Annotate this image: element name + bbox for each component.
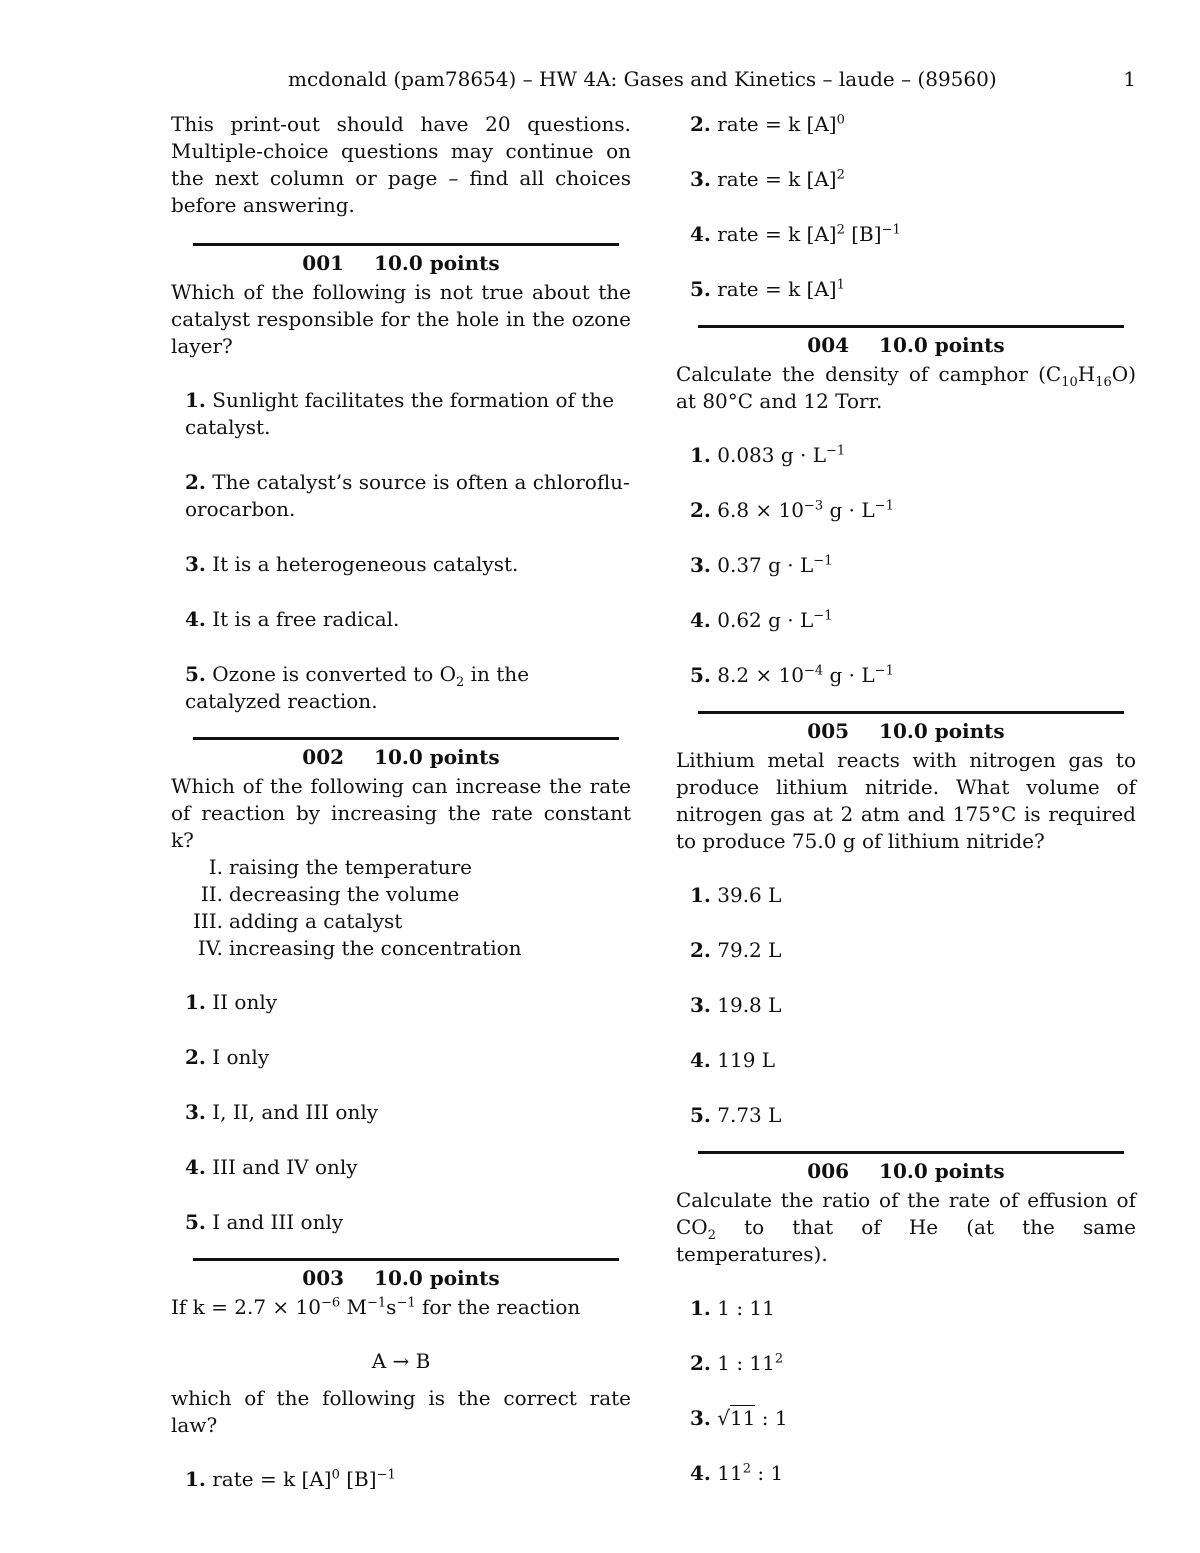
answer-choices: [171, 989, 631, 1236]
question-header: [171, 744, 631, 771]
question-points: 10.0 points: [374, 745, 500, 769]
answer-choice[interactable]: 2. 1 : $11^2$: [690, 1351, 784, 1375]
question-text: Calculate the ratio of the rate of effusion of $CO_2$ to that of He (at the same temperatures).: [676, 1188, 1136, 1266]
answer-choice[interactable]: 5. $8.2 \times 10^{-4}$ $g \cdot L^{-1}$: [690, 663, 894, 687]
intro-text: This print-out should have 20 questions. Multiple-choice questions may continue on the next column or page – find all choices before answering.: [171, 112, 631, 217]
answer-choice[interactable]: 4. rate = k $[A]^2$ $[B]^{-1}$: [690, 222, 901, 246]
question-divider: [193, 737, 619, 740]
answer-choice[interactable]: 5. I and III only: [185, 1210, 344, 1234]
answer-choice[interactable]: 3. √11 : 1: [690, 1406, 788, 1430]
answer-choice[interactable]: 4. III and IV only: [185, 1155, 358, 1179]
question-points: 10.0 points: [879, 333, 1005, 357]
answer-choice[interactable]: 3. 19.8 L: [690, 993, 782, 1017]
question-text: If $k = 2.7 \times 10^{-6}$ $M^{-1}s^{-1}$ for the reaction: [171, 1295, 581, 1319]
statement-item: III. adding a catalyst: [192, 909, 403, 933]
answer-choice[interactable]: 4. 119 L: [690, 1048, 776, 1072]
question-number: 002: [302, 745, 345, 769]
answer-choice[interactable]: 5. rate = k $[A]^1$: [690, 277, 845, 301]
answer-choice[interactable]: 1. 0.083 $g \cdot L^{-1}$: [690, 443, 846, 467]
header-title: mcdonald (pam78654) – HW 4A: Gases and Kinetics – laude – (89560): [288, 67, 997, 91]
question-points: 10.0 points: [879, 1159, 1005, 1183]
question-divider: [193, 243, 619, 246]
answer-choices: [676, 111, 1136, 303]
left-column: [171, 111, 631, 1521]
statement-item: IV. increasing the concentration: [197, 936, 522, 960]
answer-choice[interactable]: 3. I, II, and III only: [185, 1100, 379, 1124]
answer-choice[interactable]: 4. $11^2$ : 1: [690, 1461, 784, 1485]
answer-choice[interactable]: 5. 7.73 L: [690, 1103, 782, 1127]
question-text: Which of the following can increase the rate of reaction by increasing the rate constant k?: [171, 774, 631, 852]
question-header: [171, 250, 631, 277]
answer-choice[interactable]: 2. The catalyst’s source is often a chloroflu-orocarbon.: [185, 470, 630, 521]
answer-choice[interactable]: 4. It is a free radical.: [185, 607, 400, 631]
question-divider: [698, 711, 1124, 714]
answer-choice[interactable]: 2. I only: [185, 1045, 270, 1069]
answer-choice[interactable]: 2. rate = k $[A]^0$: [690, 112, 845, 136]
question-number: 004: [807, 333, 850, 357]
statement-item: I. raising the temperature: [208, 855, 472, 879]
question-number: 005: [807, 719, 850, 743]
page-header: [0, 66, 1200, 94]
question-points: 10.0 points: [374, 1266, 500, 1290]
answer-choices: [676, 882, 1136, 1129]
answer-choice[interactable]: 3. 0.37 $g \cdot L^{-1}$: [690, 553, 833, 577]
question-points: 10.0 points: [374, 251, 500, 275]
answer-choices: [171, 1466, 631, 1493]
answer-choice[interactable]: 3. rate = k $[A]^2$: [690, 167, 845, 191]
question-number: 003: [302, 1266, 345, 1290]
answer-choice[interactable]: 1. II only: [185, 990, 278, 1014]
answer-choices: [676, 442, 1136, 689]
sqrt-symbol: √: [717, 1406, 730, 1430]
page-number: 1: [1123, 67, 1136, 91]
answer-choice[interactable]: 3. It is a heterogeneous catalyst.: [185, 552, 519, 576]
question-divider: [193, 1258, 619, 1261]
question-prompt: which of the following is the correct rate law?: [171, 1386, 631, 1437]
question-divider: [698, 325, 1124, 328]
question-number: 006: [807, 1159, 850, 1183]
question-header: [676, 1158, 1136, 1185]
question-header: [676, 718, 1136, 745]
question-number: 001: [302, 251, 345, 275]
answer-choice[interactable]: 1. Sunlight facilitates the formation of the catalyst.: [185, 388, 615, 439]
question-divider: [698, 1151, 1124, 1154]
answer-choice[interactable]: 2. 79.2 L: [690, 938, 782, 962]
question-header: [676, 332, 1136, 359]
right-column: [676, 111, 1136, 1515]
answer-choice[interactable]: 1. rate = k $[A]^0$ $[B]^{-1}$: [185, 1467, 396, 1491]
answer-choice[interactable]: 4. 0.62 $g \cdot L^{-1}$: [690, 608, 833, 632]
question-points: 10.0 points: [879, 719, 1005, 743]
question-text: Calculate the density of camphor $(C_{10}H_{16}O)$ at 80°C and 12 Torr.: [676, 362, 1136, 413]
question-text: Which of the following is not true about the catalyst responsible for the hole in the ozone layer?: [171, 280, 631, 358]
answer-choice[interactable]: 5. Ozone is converted to $O_2$ in the catalyzed reaction.: [185, 662, 530, 713]
question-text: Lithium metal reacts with nitrogen gas to produce lithium nitride. What volume of nitrogen gas at 2 atm and 175°C is required to produce 75.0 g of lithium nitride?: [676, 748, 1136, 853]
statement-item: II. decreasing the volume: [200, 882, 460, 906]
statement-list: [177, 854, 631, 962]
answer-choice[interactable]: 1. 39.6 L: [690, 883, 782, 907]
question-header: [171, 1265, 631, 1292]
answer-choice[interactable]: 1. 1 : 11: [690, 1296, 775, 1320]
reaction-equation: A → B: [371, 1349, 431, 1373]
answer-choice[interactable]: 2. $6.8 \times 10^{-3}$ $g \cdot L^{-1}$: [690, 498, 894, 522]
answer-choices: [171, 387, 631, 715]
answer-choices: [676, 1295, 1136, 1487]
